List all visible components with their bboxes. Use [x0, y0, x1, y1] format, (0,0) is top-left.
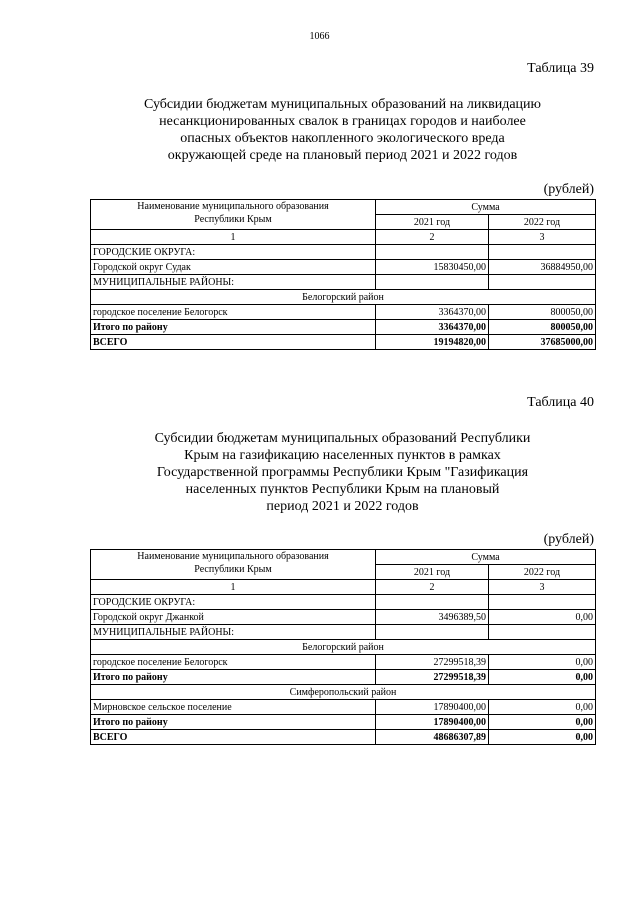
column-number: 3: [489, 230, 596, 245]
subtotal-value-2022: 800050,00: [489, 320, 596, 335]
table-39-title-line: окружающей среде на плановый период 2021 и 2022 годов: [167, 148, 518, 163]
row-value-2021: 3364370,00: [376, 305, 489, 320]
table-39-title-line: опасных объектов накопленного экологического вреда: [180, 131, 505, 146]
row-value-2021: 27299518,39: [376, 655, 489, 670]
district-label: Белогорский район: [91, 290, 596, 305]
subtotal-value-2022: 0,00: [489, 670, 596, 685]
total-value-2022: 37685000,00: [489, 335, 596, 350]
total-label: ВСЕГО: [91, 335, 376, 350]
column-number: 2: [376, 230, 489, 245]
table-40-title-line: Субсидии бюджетам муниципальных образований Республики: [154, 431, 531, 446]
subtotal-value-2021: 27299518,39: [376, 670, 489, 685]
table-39-number: Таблица 39: [527, 61, 594, 76]
subtotal-label: Итого по району: [91, 670, 376, 685]
total-row: [91, 335, 596, 350]
table-40-title-line: Государственной программы Республики Крым "Газификация: [156, 465, 529, 480]
column-number: 1: [91, 580, 376, 595]
table-39-title-line: Субсидии бюджетам муниципальных образований на ликвидацию: [144, 97, 541, 112]
subtotal-row: [91, 715, 596, 730]
section-row: [91, 625, 596, 640]
column-number: 2: [376, 580, 489, 595]
total-value-2021: 48686307,89: [376, 730, 489, 745]
column-number: 1: [91, 230, 376, 245]
table-40-title-line: период 2021 и 2022 годов: [266, 499, 419, 514]
row-value-2022: 0,00: [489, 655, 596, 670]
column-header-name: [91, 550, 376, 580]
district-row: [91, 290, 596, 305]
column-header-name: [91, 200, 376, 230]
subtotal-label: Итого по району: [91, 320, 376, 335]
subtotal-value-2021: 17890400,00: [376, 715, 489, 730]
section-label: ГОРОДСКИЕ ОКРУГА:: [91, 245, 376, 260]
district-row: [91, 685, 596, 700]
district-label: Белогорский район: [91, 640, 596, 655]
table-39-unit: (рублей): [543, 182, 594, 197]
subtotal-row: [91, 670, 596, 685]
column-header-2022: 2022 год: [489, 565, 596, 580]
column-number-row: [91, 580, 596, 595]
column-header-name-line: Республики Крым: [194, 564, 272, 575]
row-value-2022: 0,00: [489, 610, 596, 625]
table-header-row: [91, 550, 596, 565]
page-number: 1066: [309, 31, 330, 42]
column-header-2021: 2021 год: [376, 215, 489, 230]
row-value-2022: 36884950,00: [489, 260, 596, 275]
table-39-title-line: несанкционированных свалок в границах городов и наиболее: [159, 114, 526, 129]
table-header-row: [91, 200, 596, 215]
row-name: Мирновское сельское поселение: [91, 700, 376, 715]
section-row: [91, 245, 596, 260]
district-label: Симферопольский район: [91, 685, 596, 700]
column-number-row: [91, 230, 596, 245]
table-40-unit: (рублей): [543, 532, 594, 547]
column-number: 3: [489, 580, 596, 595]
row-name: Городской округ Джанкой: [91, 610, 376, 625]
table-row: [91, 655, 596, 670]
column-header-2022: 2022 год: [489, 215, 596, 230]
subtotal-value-2021: 3364370,00: [376, 320, 489, 335]
section-label: ГОРОДСКИЕ ОКРУГА:: [91, 595, 376, 610]
row-name: городское поселение Белогорск: [91, 655, 376, 670]
column-header-name-line: Наименование муниципального образования: [137, 201, 329, 212]
total-value-2021: 19194820,00: [376, 335, 489, 350]
section-label: МУНИЦИПАЛЬНЫЕ РАЙОНЫ:: [91, 625, 376, 640]
column-header-name-line: Республики Крым: [194, 214, 272, 225]
table-40-title: [90, 430, 595, 515]
table-row: [91, 305, 596, 320]
district-row: [91, 640, 596, 655]
section-row: [91, 275, 596, 290]
table-row: [91, 610, 596, 625]
row-name: городское поселение Белогорск: [91, 305, 376, 320]
table-row: [91, 260, 596, 275]
table-40-title-line: Крым на газификацию населенных пунктов в рамках: [184, 448, 501, 463]
table-40: [90, 549, 596, 745]
subtotal-value-2022: 0,00: [489, 715, 596, 730]
row-value-2021: 17890400,00: [376, 700, 489, 715]
column-header-2021: 2021 год: [376, 565, 489, 580]
row-value-2021: 3496389,50: [376, 610, 489, 625]
table-40-title-line: населенных пунктов Республики Крым на плановый: [185, 482, 500, 497]
total-value-2022: 0,00: [489, 730, 596, 745]
subtotal-label: Итого по району: [91, 715, 376, 730]
row-value-2022: 0,00: [489, 700, 596, 715]
row-value-2021: 15830450,00: [376, 260, 489, 275]
column-header-sum: Сумма: [376, 550, 596, 565]
subtotal-row: [91, 320, 596, 335]
section-row: [91, 595, 596, 610]
column-header-sum: Сумма: [376, 200, 596, 215]
table-row: [91, 700, 596, 715]
table-39-title: [90, 96, 595, 164]
table-40-number: Таблица 40: [527, 395, 594, 410]
total-label: ВСЕГО: [91, 730, 376, 745]
total-row: [91, 730, 596, 745]
row-name: Городской округ Судак: [91, 260, 376, 275]
row-value-2022: 800050,00: [489, 305, 596, 320]
table-39: [90, 199, 596, 350]
column-header-name-line: Наименование муниципального образования: [137, 551, 329, 562]
section-label: МУНИЦИПАЛЬНЫЕ РАЙОНЫ:: [91, 275, 376, 290]
